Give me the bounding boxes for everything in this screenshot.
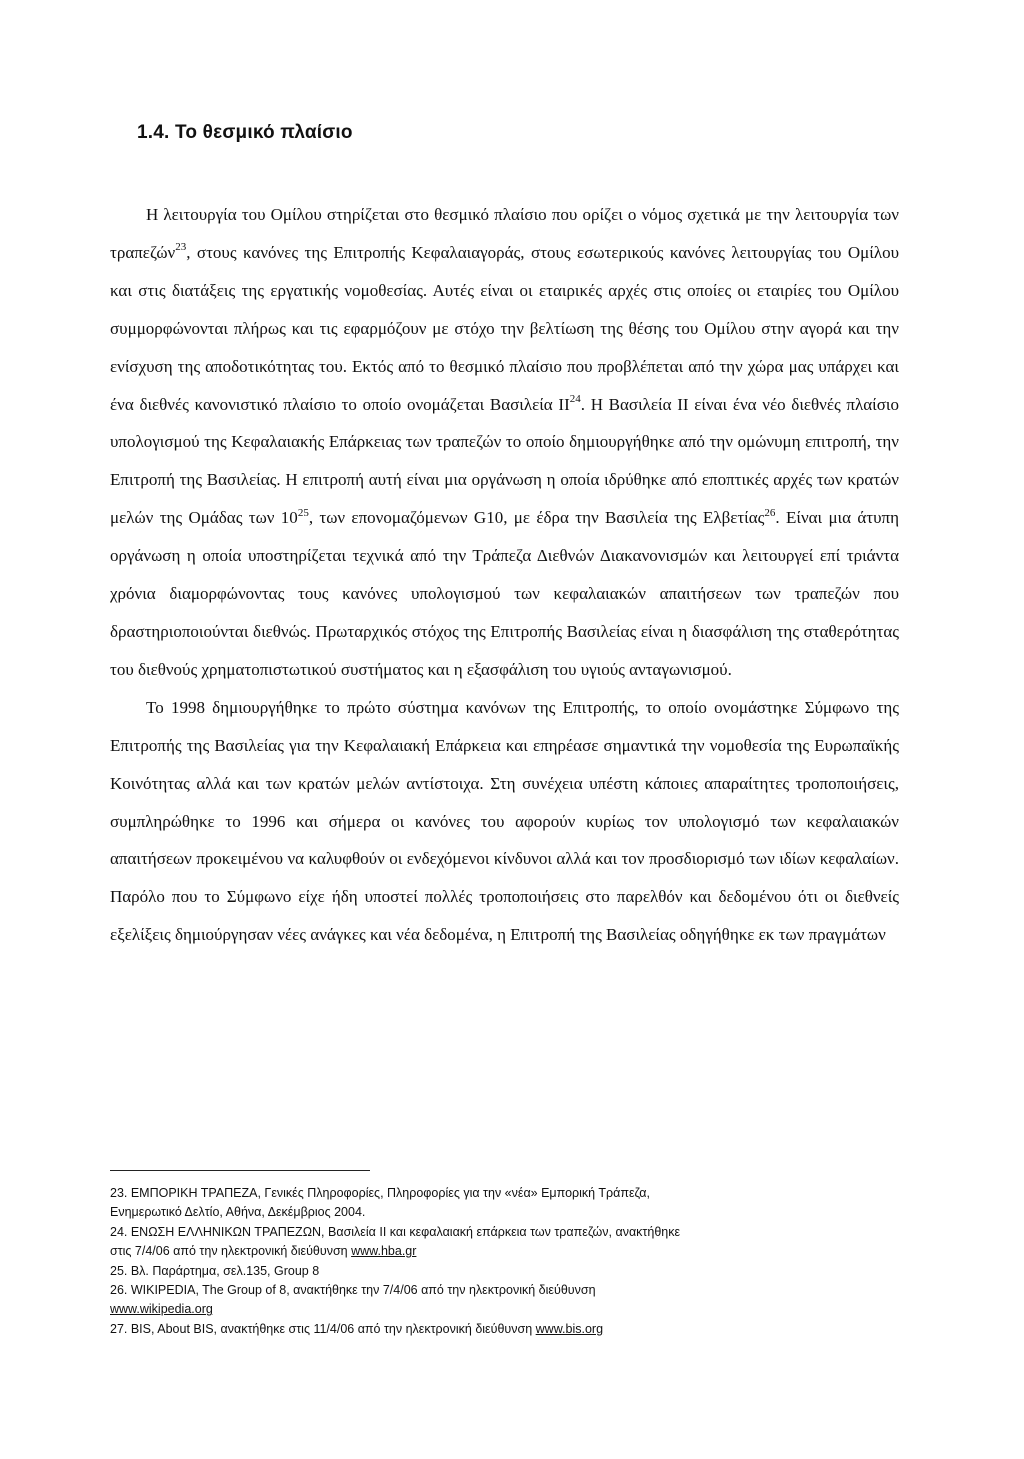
footnote-27 [110, 1320, 910, 1339]
footnote-ref-26[interactable]: 26 [764, 506, 776, 519]
footnote-25: 25. Βλ. Παράρτημα, σελ.135, Group 8 [110, 1263, 320, 1278]
footnote-23-line-1: 23. ΕΜΠΟΡΙΚΗ ΤΡΑΠΕΖΑ, Γενικές Πληροφορίες, Πληροφορίες για την «νέα» Εμπορική Τράπεζα, [110, 1186, 650, 1200]
section-heading: 1.4. Το θεσμικό πλαίσιο [137, 122, 353, 143]
footnote-divider [110, 1170, 370, 1171]
paragraph-2: Το 1998 δημιουργήθηκε το πρώτο σύστημα κανόνων της Επιτροπής, το οποίο ονομάστηκε Σύμφωνο της Επιτροπής της Βασιλείας για την Κεφαλαιακή Επάρκεια και επηρέασε σημαντικά την νομοθεσία της Ευρωπαϊκής Κοινότητας αλλά και των κρατών μελών αντίστοιχα. Στη συνέχεια υπέστη κάποιες απαραίτητες τροποποιήσεις, συμπληρώθηκε το 1996 και σήμερα οι κανόνες του αφορούν κυρίως τον υπολογισμό των κεφαλαιακών απαιτήσεων προκειμένου να καλυφθούν οι ενδεχόμενοι κίνδυνοι αλλά και τον προσδιορισμό των ιδίων κεφαλαίων. Παρόλο που το Σύμφωνο είχε ήδη υποστεί πολλές τροποποιήσεις στο παρελθόν και δεδομένου ότι οι διεθνείς εξελίξεις δημιούργησαν νέες ανάγκες και νέα δεδομένα, η Επιτροπή της Βασιλείας οδηγήθηκε εκ των πραγμάτων [110, 697, 899, 945]
footnote-24-link[interactable]: www.hba.gr [351, 1244, 417, 1259]
footnote-24-text: στις 7/4/06 από την ηλεκτρονική διεύθυνση [110, 1244, 352, 1259]
footnote-27-text: 27. BIS, About BIS, ανακτήθηκε στις 11/4/06 από την ηλεκτρονική διεύθυνση [110, 1321, 536, 1336]
footnote-27-link[interactable]: www.bis.org [535, 1321, 604, 1336]
footnote-26-line-1: 26. WIKIPEDIA, The Group of 8, ανακτήθηκε την 7/4/06 από την ηλεκτρονική διεύθυνση [110, 1283, 596, 1298]
footnote-24-line-2 [110, 1242, 910, 1261]
footnote-23-line-2: Ενημερωτικό Δελτίο, Αθήνα, Δεκέμβριος 2004. [110, 1205, 366, 1220]
paragraph-1 [110, 196, 899, 689]
paragraph-1-part-1: Η λειτουργία του Ομίλου στηρίζεται στο θεσμικό πλαίσιο που ορίζει ο νόμος σχετικά με την λειτουργία των τραπεζών [110, 205, 899, 262]
footnote-ref-23[interactable]: 23 [175, 241, 187, 254]
footnote-ref-24[interactable]: 24 [569, 392, 581, 405]
paragraph-1-part-2: , στους κανόνες της Επιτροπής Κεφαλαιαγοράς, στους εσωτερικούς κανόνες λειτουργίας του Ομίλου και στις διατάξεις της εργατικής νομοθεσίας. Αυτές είναι οι εταιρικές αρχές στις οποίες οι εταιρίες του Ομίλου συμμορφώνονται πλήρως και τις εφαρμόζουν με στόχο την βελτίωση της θέσης του Ομίλου στην αγορά και την ενίσχυση της αποδοτικότητας του. Εκτός από το θεσμικό πλαίσιο που προβλέπεται από την χώρα μας υπάρχει και ένα διεθνές κανονιστικό πλαίσιο το οποίο ονομάζεται Βασιλεία II [110, 242, 899, 414]
footnote-24-line-1: 24. ΕΝΩΣΗ ΕΛΛΗΝΙΚΩΝ ΤΡΑΠΕΖΩΝ, Βασιλεία II και κεφαλαιακή επάρκεια των τραπεζών, ανακτήθηκε [110, 1224, 681, 1239]
paragraph-1-part-3: . Η Βασιλεία II είναι ένα νέο διεθνές πλαίσιο υπολογισμού της Κεφαλαιακής Επάρκειας των τραπεζών το οποίο δημιουργήθηκε από την ομώνυμη επιτροπή, την Επιτροπή της Βασιλείας. Η επιτροπή αυτή είναι μια οργάνωση η οποία ιδρύθηκε από εποπτικές αρχές των κρατών μελών της Ομάδας των 10 [110, 394, 899, 528]
paragraph-1-part-5: . Είναι μια άτυπη οργάνωση η οποία υποστηρίζεται τεχνικά από την Τράπεζα Διεθνών Διακανονισμών και λειτουργεί επί τριάντα χρόνια διαμορφώνοντας τους κανόνες υπολογισμού των κεφαλαιακών απαιτήσεων των τραπεζών που δραστηριοποιούνται διεθνώς. Πρωταρχικός στόχος της Επιτροπής Βασιλείας είναι η διασφάλιση της σταθερότητας του διεθνούς χρηματοπιστωτικού συστήματος και η εξασφάλιση του υγιούς ανταγωνισμού. [110, 508, 899, 679]
footnote-ref-25[interactable]: 25 [297, 506, 309, 519]
footnotes [110, 1184, 910, 1339]
footnote-26-link[interactable]: www.wikipedia.org [110, 1302, 213, 1317]
paragraph-1-part-4: , των επονομαζόμενων G10, με έδρα την Βασιλεία της Ελβετίας [308, 508, 765, 528]
body-text [110, 196, 899, 954]
footnote-26-line-2 [110, 1300, 910, 1319]
